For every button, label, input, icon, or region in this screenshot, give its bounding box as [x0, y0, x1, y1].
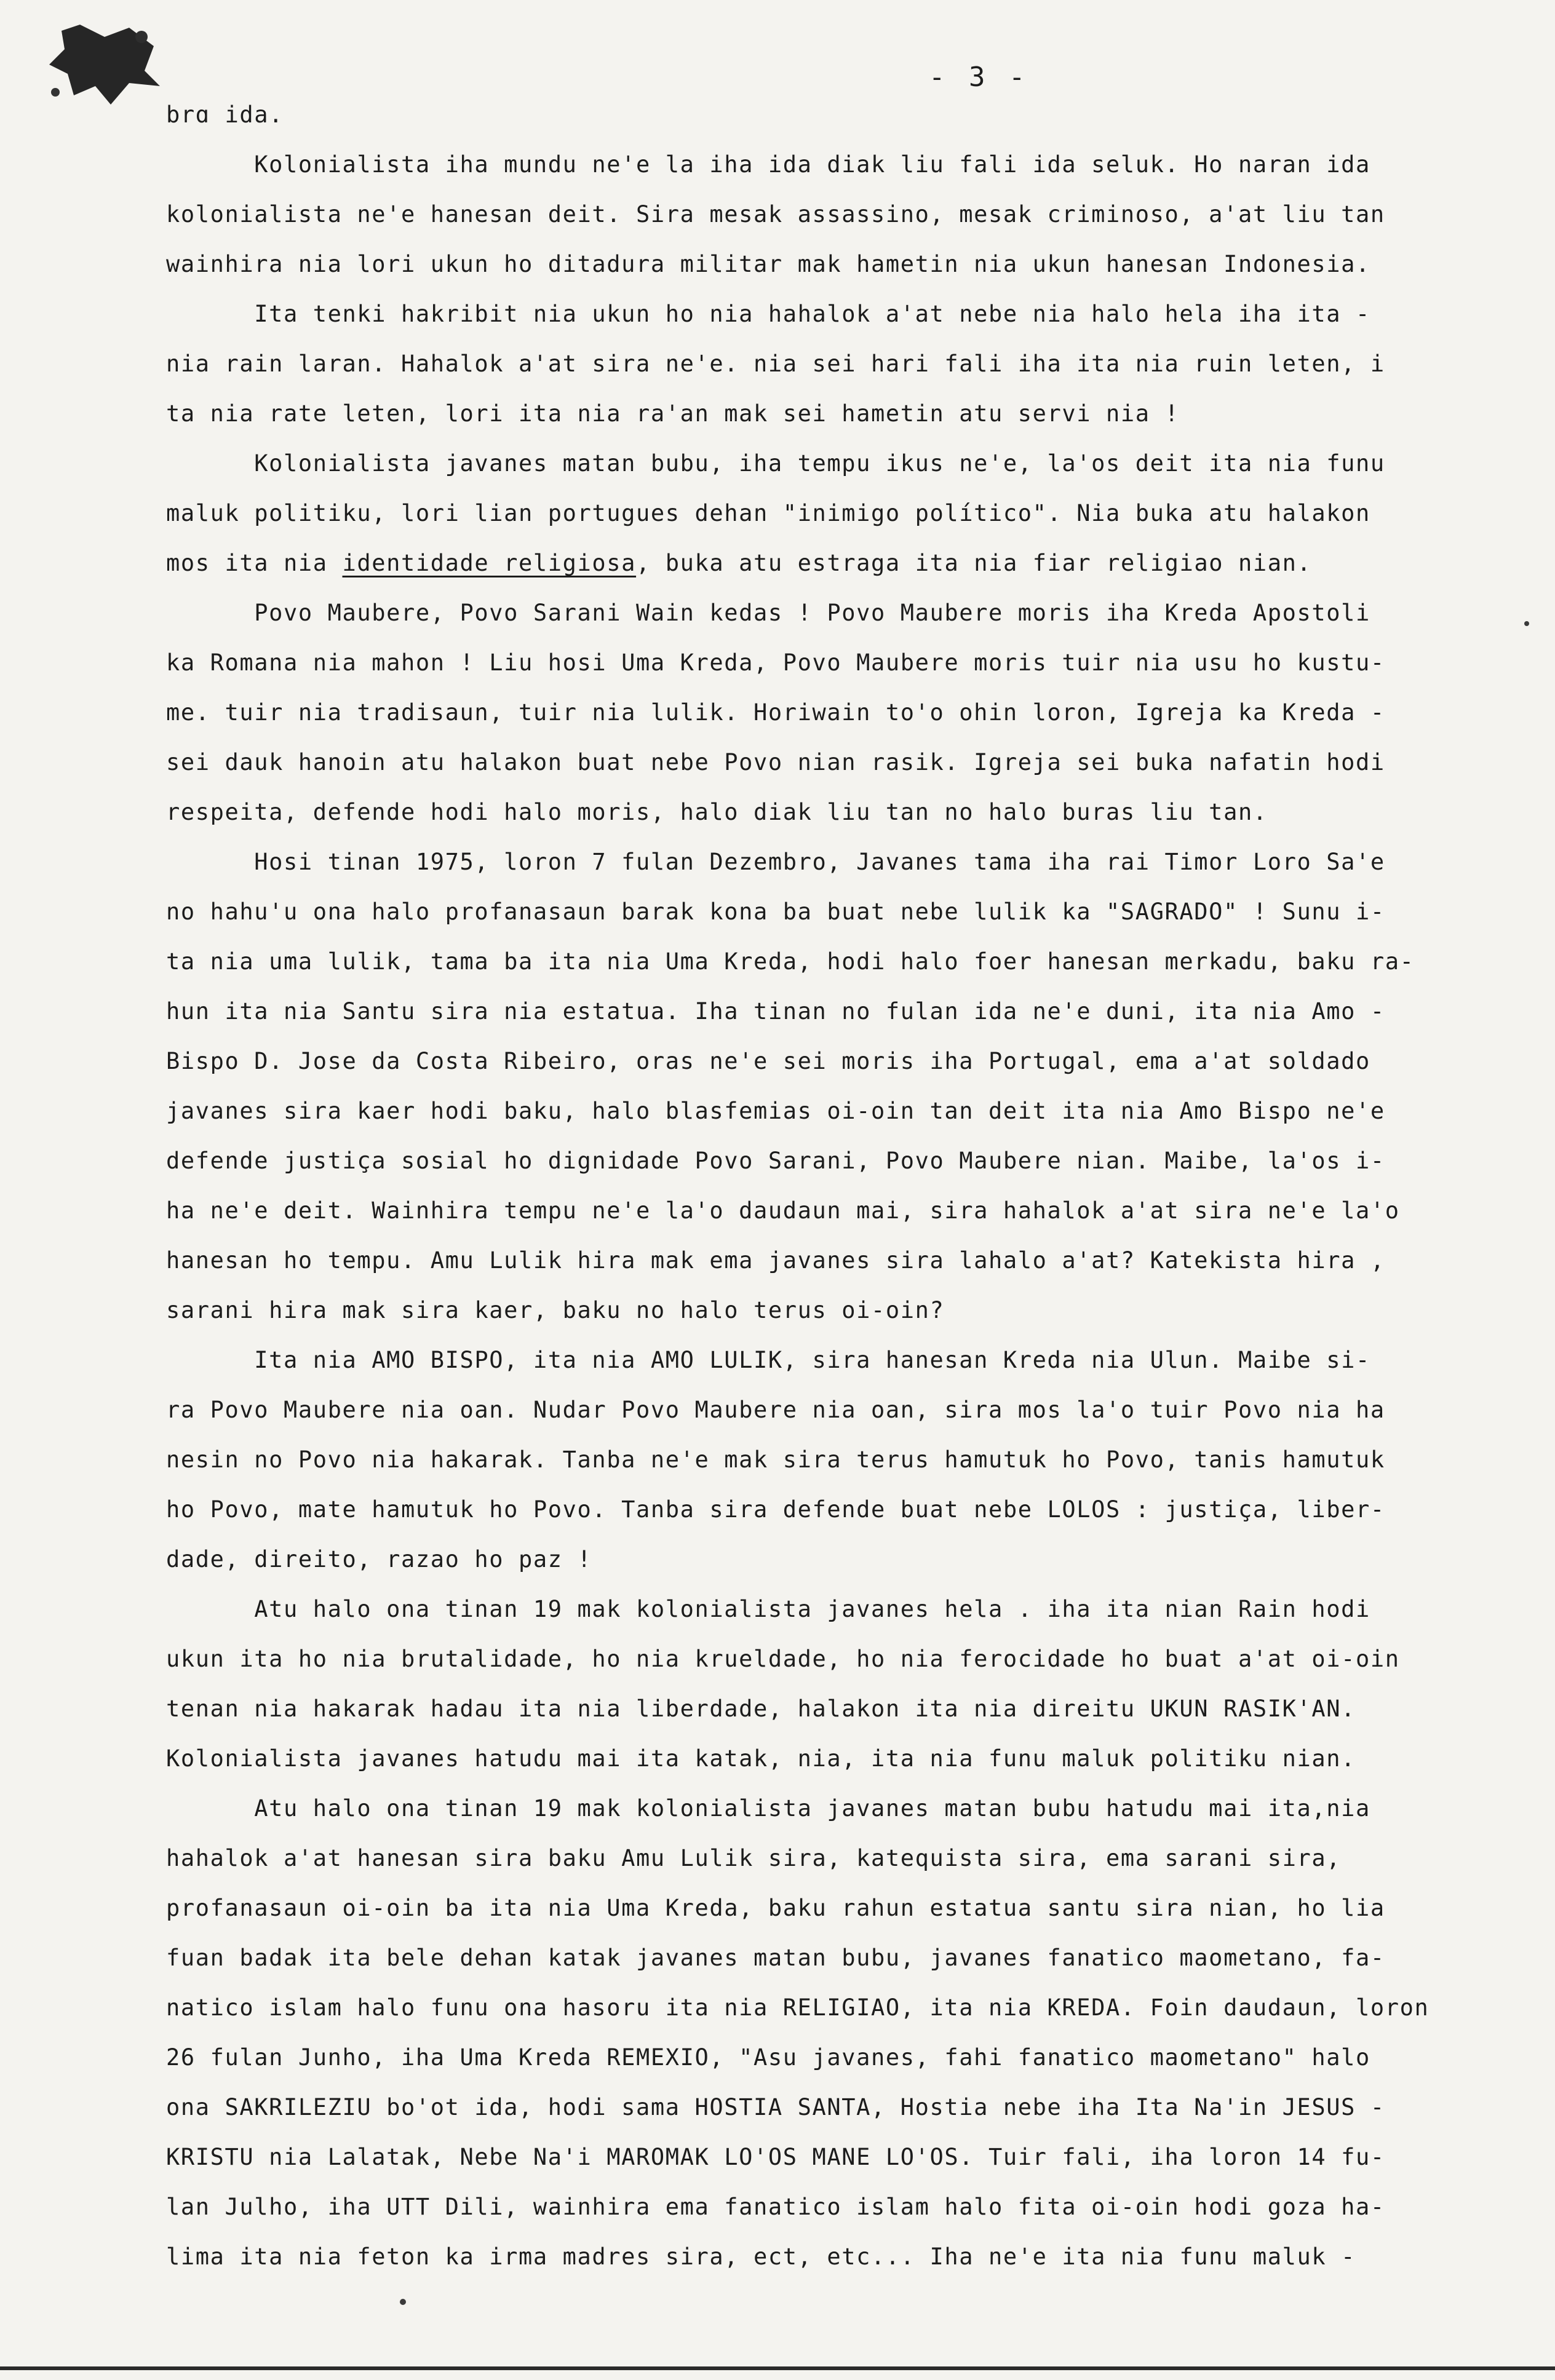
text-line: sarani hira mak sira kaer, baku no halo terus oi-oin? [166, 1297, 945, 1323]
bottom-edge-line [0, 2366, 1555, 2370]
text-line: 26 fulan Junho, iha Uma Kreda REMEXIO, "Asu javanes, fahi fanatico maometano" halo [166, 2044, 1370, 2071]
text-line: lima ita nia feton ka irma madres sira, ect, etc... Iha ne'e ita nia funu maluk - [166, 2243, 1356, 2270]
page-number: - 3 - [929, 61, 1029, 93]
text-line: wainhira nia lori ukun ho ditadura militar mak hametin nia ukun hanesan Indonesia. [166, 251, 1370, 277]
text-line: ta nia uma lulik, tama ba ita nia Uma Kreda, hodi halo foer hanesan merkadu, baku ra- [166, 948, 1415, 975]
text-line: me. tuir nia tradisaun, tuir nia lulik. Horiwain to'o ohin loron, Igreja ka Kreda - [166, 699, 1385, 726]
text-line: dade, direito, razao ho paz ! [166, 1546, 592, 1573]
text-line: ho Povo, mate hamutuk ho Povo. Tanba sira defende buat nebe LOLOS : justiça, liber- [166, 1496, 1385, 1523]
text-line: Kolonialista javanes matan bubu, iha tempu ikus ne'e, la'os deit ita nia funu [166, 450, 1385, 477]
text-line: tenan nia hakarak hadau ita nia liberdade, halakon ita nia direitu UKUN RASIK'AN. [166, 1696, 1356, 1722]
text-line: ha ne'e deit. Wainhira tempu ne'e la'o daudaun mai, sira hahalok a'at sira ne'e la'o [166, 1197, 1400, 1224]
text-line: Atu halo ona tinan 19 mak kolonialista javanes hela . iha ita nian Rain hodi [166, 1596, 1370, 1622]
text-line: hun ita nia Santu sira nia estatua. Iha tinan no fulan ida ne'e duni, ita nia Amo - [166, 998, 1385, 1025]
text-line: KRISTU nia Lalatak, Nebe Na'i MAROMAK LO'OS MANE LO'OS. Tuir fali, iha loron 14 fu- [166, 2144, 1385, 2170]
text-line: lan Julho, iha UTT Dili, wainhira ema fanatico islam halo fita oi-oin hodi goza ha- [166, 2194, 1385, 2220]
text-line: Kolonialista javanes hatudu mai ita katak, nia, ita nia funu maluk politiku nian. [166, 1745, 1356, 1772]
text-line: Povo Maubere, Povo Sarani Wain kedas ! Povo Maubere moris iha Kreda Apostoli [166, 600, 1370, 626]
text-line: ukun ita ho nia brutalidade, ho nia krueldade, ho nia ferocidade ho buat a'at oi-oin [166, 1646, 1400, 1672]
text-line: Ita nia AMO BISPO, ita nia AMO LULIK, sira hanesan Kreda nia Ulun. Maibe si- [166, 1347, 1370, 1373]
text-line: hahalok a'at hanesan sira baku Amu Lulik sira, katequista sira, ema sarani sira, [166, 1845, 1342, 1871]
text-line: nia rain laran. Hahalok a'at sira ne'e. nia sei hari fali iha ita nia ruin leten, i [166, 351, 1385, 377]
text-line: natico islam halo funu ona hasoru ita nia RELIGIAO, ita nia KREDA. Foin daudaun, loron [166, 1994, 1430, 2021]
text-line: Ita tenki hakribit nia ukun ho nia hahalok a'at nebe nia halo hela iha ita - [166, 301, 1370, 327]
text-line: Kolonialista iha mundu ne'e la iha ida diak liu fali ida seluk. Ho naran ida [166, 151, 1370, 178]
text-line: no hahu'u ona halo profanasaun barak kona ba buat nebe lulik ka "SAGRADO" ! Sunu i- [166, 898, 1385, 925]
text-line: ona SAKRILEZIU bo'ot ida, hodi sama HOSTIA SANTA, Hostia nebe iha Ita Na'in JESUS - [166, 2094, 1385, 2120]
text-line: kolonialista ne'e hanesan deit. Sira mesak assassino, mesak criminoso, a'at liu tan [166, 201, 1385, 228]
text-line: brɑ ida. [166, 101, 284, 128]
text-line: javanes sira kaer hodi baku, halo blasfemias oi-oin tan deit ita nia Amo Bispo ne'e [166, 1098, 1385, 1124]
text-line: hanesan ho tempu. Amu Lulik hira mak ema javanes sira lahalo a'at? Katekista hira , [166, 1247, 1385, 1274]
text-line: ra Povo Maubere nia oan. Nudar Povo Maubere nia oan, sira mos la'o tuir Povo nia ha [166, 1397, 1385, 1423]
text-line: defende justiça sosial ho dignidade Povo Sarani, Povo Maubere nian. Maibe, la'os i- [166, 1148, 1385, 1174]
text-line: sei dauk hanoin atu halakon buat nebe Povo nian rasik. Igreja sei buka nafatin hodi [166, 749, 1385, 775]
text-line: Hosi tinan 1975, loron 7 fulan Dezembro, Javanes tama iha rai Timor Loro Sa'e [166, 849, 1385, 875]
text-line: nesin no Povo nia hakarak. Tanba ne'e mak sira terus hamutuk ho Povo, tanis hamutuk [166, 1446, 1385, 1473]
text-line: fuan badak ita bele dehan katak javanes matan bubu, javanes fanatico maometano, fa- [166, 1945, 1385, 1971]
underlined-phrase: identidade religiosa [342, 550, 637, 576]
ink-blot-mark [37, 12, 166, 111]
text-line: ta nia rate leten, lori ita nia ra'an mak sei hametin atu servi nia ! [166, 400, 1180, 427]
text-line: maluk politiku, lori lian portugues dehan "inimigo político". Nia buka atu halakon [166, 500, 1370, 526]
ink-speck [1524, 621, 1529, 626]
text-line: profanasaun oi-oin ba ita nia Uma Kreda, baku rahun estatua santu sira nian, ho lia [166, 1895, 1385, 1921]
text-line: mos ita nia identidade religiosa, buka atu estraga ita nia fiar religiao nian. [166, 550, 1312, 576]
text-line: ka Romana nia mahon ! Liu hosi Uma Kreda, Povo Maubere moris tuir nia usu ho kustu- [166, 649, 1385, 676]
text-line: Bispo D. Jose da Costa Ribeiro, oras ne'e sei moris iha Portugal, ema a'at soldado [166, 1048, 1370, 1074]
text-line: respeita, defende hodi halo moris, halo diak liu tan no halo buras liu tan. [166, 799, 1268, 825]
text-line: Atu halo ona tinan 19 mak kolonialista javanes matan bubu hatudu mai ita,nia [166, 1795, 1370, 1822]
ink-speck [400, 2299, 406, 2305]
